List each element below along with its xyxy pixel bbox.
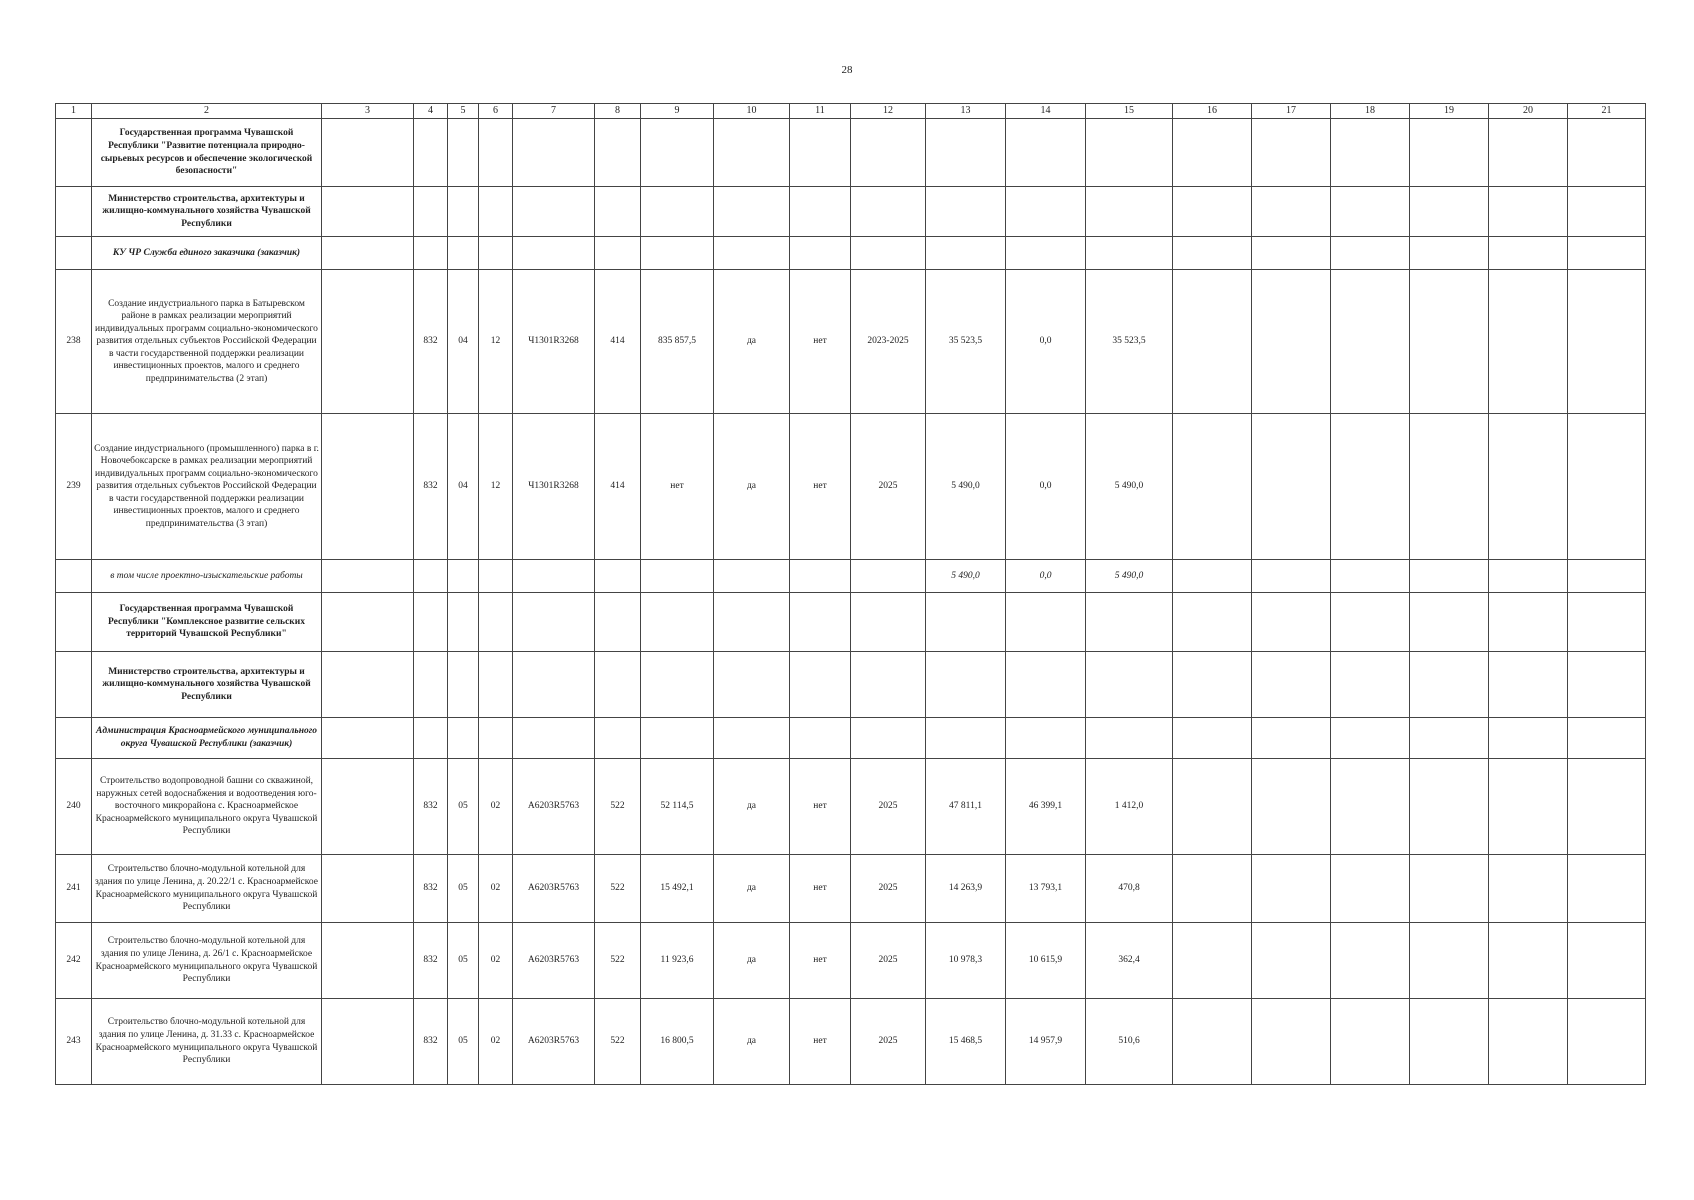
column-header: 19 <box>1410 104 1489 119</box>
cell-col-6: 02 <box>479 855 513 923</box>
table-row <box>56 759 1646 855</box>
cell-col-8: 522 <box>595 999 641 1085</box>
column-header: 11 <box>790 104 851 119</box>
column-header: 14 <box>1006 104 1086 119</box>
column-header: 1 <box>56 104 92 119</box>
cell-col-7: А6203R5763 <box>513 999 595 1085</box>
cell-col-10: да <box>714 923 790 999</box>
cell-col-11: нет <box>790 270 851 414</box>
cell-col-5: 05 <box>448 999 479 1085</box>
cell-col-9: 52 114,5 <box>641 759 714 855</box>
column-header: 3 <box>322 104 414 119</box>
cell-col-12: 2023-2025 <box>851 270 926 414</box>
column-header: 12 <box>851 104 926 119</box>
row-number: 239 <box>56 414 92 560</box>
cell-col-9: 835 857,5 <box>641 270 714 414</box>
cell-col-7: Ч1301R3268 <box>513 270 595 414</box>
cell-col-15: 1 412,0 <box>1086 759 1173 855</box>
cell-col-5: 04 <box>448 270 479 414</box>
row-description: Строительство блочно-модульной котельной для здания по улице Ленина, д. 31.33 с. Красноармейское Красноармейского муниципального округа Чувашской Республики <box>92 999 322 1085</box>
cell-col-7: А6203R5763 <box>513 759 595 855</box>
cell-col-8: 522 <box>595 923 641 999</box>
cell-col-11: нет <box>790 855 851 923</box>
table-row <box>56 923 1646 999</box>
row-number: 240 <box>56 759 92 855</box>
cell-col-10: да <box>714 270 790 414</box>
cell-col-6: 12 <box>479 270 513 414</box>
section-ministry-row <box>56 187 1646 237</box>
cell-col-9: 11 923,6 <box>641 923 714 999</box>
column-header: 16 <box>1173 104 1252 119</box>
cell-col-8: 522 <box>595 759 641 855</box>
cell-col-5: 05 <box>448 855 479 923</box>
cell-col-14: 14 957,9 <box>1006 999 1086 1085</box>
cell-col-11: нет <box>790 923 851 999</box>
column-header: 5 <box>448 104 479 119</box>
column-header: 13 <box>926 104 1006 119</box>
ministry-title: Министерство строительства, архитектуры и жилищно-коммунального хозяйства Чувашской Республики <box>92 652 322 718</box>
program-title: Государственная программа Чувашской Республики "Комплексное развитие сельских территорий Чувашской Республики" <box>92 593 322 652</box>
row-description: Строительство блочно-модульной котельной для здания по улице Ленина, д. 26/1 с. Красноармейское Красноармейского муниципального округа Чувашской Республики <box>92 923 322 999</box>
cell-col-7: А6203R5763 <box>513 923 595 999</box>
cell-col-13: 15 468,5 <box>926 999 1006 1085</box>
cell-col-10: да <box>714 759 790 855</box>
row-number: 242 <box>56 923 92 999</box>
subtotal-col-14: 0,0 <box>1006 560 1086 593</box>
column-header-row <box>56 104 1646 119</box>
cell-col-12: 2025 <box>851 923 926 999</box>
cell-col-5: 04 <box>448 414 479 560</box>
cell-col-15: 5 490,0 <box>1086 414 1173 560</box>
cell-col-10: да <box>714 855 790 923</box>
cell-col-7: А6203R5763 <box>513 855 595 923</box>
cell-col-12: 2025 <box>851 999 926 1085</box>
row-number: 238 <box>56 270 92 414</box>
row-description: Создание индустриального (промышленного) парка в г. Новочебоксарске в рамках реализации мероприятий индивидуальных программ социально-экономического развития отдельных субъектов Российской Федерации в части государственной поддержки реализации инвестиционных проектов, малого и среднего предпринимательства (3 этап) <box>92 414 322 560</box>
column-header: 9 <box>641 104 714 119</box>
cell-col-5: 05 <box>448 759 479 855</box>
cell-col-12: 2025 <box>851 855 926 923</box>
row-number: 241 <box>56 855 92 923</box>
column-header: 7 <box>513 104 595 119</box>
cell-col-4: 832 <box>414 923 448 999</box>
table-row <box>56 855 1646 923</box>
cell-col-13: 14 263,9 <box>926 855 1006 923</box>
cell-col-13: 5 490,0 <box>926 414 1006 560</box>
cell-col-4: 832 <box>414 759 448 855</box>
subtotal-col-15: 5 490,0 <box>1086 560 1173 593</box>
cell-col-11: нет <box>790 999 851 1085</box>
column-header: 2 <box>92 104 322 119</box>
cell-col-6: 12 <box>479 414 513 560</box>
row-description: Создание индустриального парка в Батыревском районе в рамках реализации мероприятий индивидуальных программ социально-экономического развития отдельных субъектов Российской Федерации в части государственной поддержки реализации инвестиционных проектов, малого и среднего предпринимательства (2 этап) <box>92 270 322 414</box>
cell-col-14: 10 615,9 <box>1006 923 1086 999</box>
cell-col-7: Ч1301R3268 <box>513 414 595 560</box>
subtotal-col-13: 5 490,0 <box>926 560 1006 593</box>
customer-title: КУ ЧР Служба единого заказчика (заказчик) <box>92 237 322 270</box>
column-header: 21 <box>1568 104 1646 119</box>
cell-col-4: 832 <box>414 414 448 560</box>
cell-col-15: 362,4 <box>1086 923 1173 999</box>
column-header: 18 <box>1331 104 1410 119</box>
cell-col-8: 522 <box>595 855 641 923</box>
table-row <box>56 270 1646 414</box>
program-title: Государственная программа Чувашской Республики "Развитие потенциала природно-сырьевых ресурсов и обеспечение экологической безопасности" <box>92 119 322 187</box>
cell-col-13: 47 811,1 <box>926 759 1006 855</box>
row-number: 243 <box>56 999 92 1085</box>
cell-col-13: 10 978,3 <box>926 923 1006 999</box>
cell-col-5: 05 <box>448 923 479 999</box>
cell-col-15: 470,8 <box>1086 855 1173 923</box>
subtotal-row <box>56 560 1646 593</box>
row-description: Строительство водопроводной башни со скважиной, наружных сетей водоснабжения и водоотведения юго-восточного микрорайона с. Красноармейское Красноармейского муниципального округа Чувашской Республики <box>92 759 322 855</box>
column-header: 17 <box>1252 104 1331 119</box>
cell-col-4: 832 <box>414 855 448 923</box>
section-program-row <box>56 593 1646 652</box>
budget-table <box>55 103 1646 1085</box>
customer-title: Администрация Красноармейского муниципального округа Чувашской Республики (заказчик) <box>92 718 322 759</box>
cell-col-8: 414 <box>595 270 641 414</box>
cell-col-9: 15 492,1 <box>641 855 714 923</box>
column-header: 8 <box>595 104 641 119</box>
cell-col-9: 16 800,5 <box>641 999 714 1085</box>
table-row <box>56 999 1646 1085</box>
cell-col-14: 0,0 <box>1006 270 1086 414</box>
column-header: 15 <box>1086 104 1173 119</box>
cell-col-12: 2025 <box>851 414 926 560</box>
column-header: 6 <box>479 104 513 119</box>
cell-col-4: 832 <box>414 270 448 414</box>
cell-col-4: 832 <box>414 999 448 1085</box>
cell-col-14: 46 399,1 <box>1006 759 1086 855</box>
cell-col-14: 0,0 <box>1006 414 1086 560</box>
column-header: 4 <box>414 104 448 119</box>
table-row <box>56 414 1646 560</box>
cell-col-11: нет <box>790 759 851 855</box>
cell-col-14: 13 793,1 <box>1006 855 1086 923</box>
cell-col-8: 414 <box>595 414 641 560</box>
cell-col-15: 35 523,5 <box>1086 270 1173 414</box>
section-customer-row <box>56 237 1646 270</box>
section-ministry-row <box>56 652 1646 718</box>
column-header: 10 <box>714 104 790 119</box>
column-header: 20 <box>1489 104 1568 119</box>
cell-col-15: 510,6 <box>1086 999 1173 1085</box>
row-description: Строительство блочно-модульной котельной для здания по улице Ленина, д. 20.22/1 с. Красноармейское Красноармейского муниципального округа Чувашской Республики <box>92 855 322 923</box>
cell-col-13: 35 523,5 <box>926 270 1006 414</box>
cell-col-6: 02 <box>479 923 513 999</box>
ministry-title: Министерство строительства, архитектуры и жилищно-коммунального хозяйства Чувашской Республики <box>92 187 322 237</box>
cell-col-12: 2025 <box>851 759 926 855</box>
cell-col-10: да <box>714 414 790 560</box>
cell-col-6: 02 <box>479 999 513 1085</box>
cell-col-9: нет <box>641 414 714 560</box>
cell-col-11: нет <box>790 414 851 560</box>
subtotal-label: в том числе проектно-изыскательские работы <box>92 560 322 593</box>
section-program-row <box>56 119 1646 187</box>
cell-col-6: 02 <box>479 759 513 855</box>
section-customer-row <box>56 718 1646 759</box>
page-number: 28 <box>841 64 853 76</box>
cell-col-10: да <box>714 999 790 1085</box>
